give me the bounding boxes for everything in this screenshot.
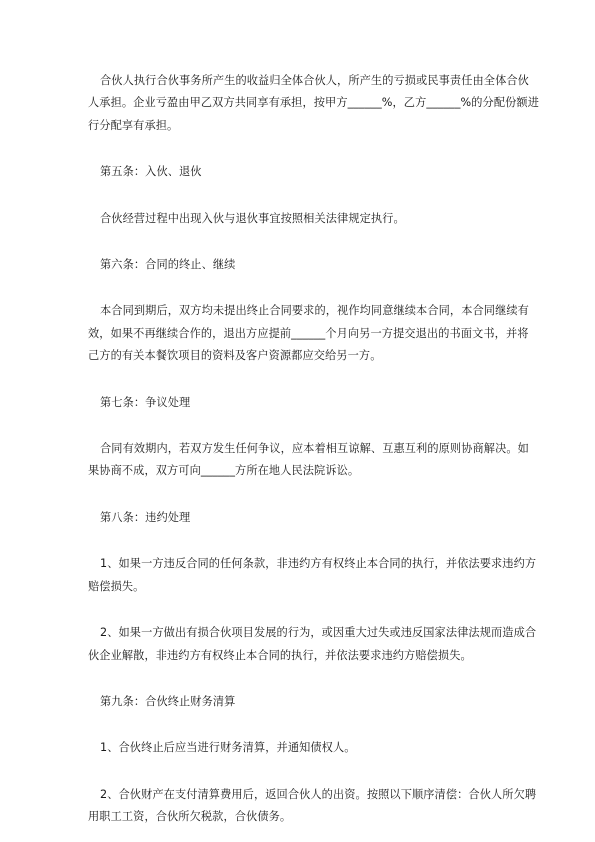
article-9-heading: 第九条：合伙终止财务清算 [100, 694, 236, 708]
paragraph-liquidation-2: 2、合伙财产在支付清算费用后，返回合伙人的出资。按照以下顺序清偿：合伙人所欠聘用职工工资，合伙所欠税款，合伙债务。 [88, 787, 537, 824]
article-7-heading: 第七条：争议处理 [100, 395, 191, 409]
paragraph-dispute: 合同有效期内，若双方发生任何争议，应本着相互谅解、互惠互利的原则协商解决。如果协商不成，双方可向______方所在地人民法院诉讼。 [88, 442, 529, 478]
paragraph-breach-1: 1、如果一方违反合同的任何条款，非违约方有权终止本合同的执行，并依法要求违约方赔偿损失。 [88, 557, 537, 593]
paragraph-breach-2: 2、如果一方做出有损合伙项目发展的行为，或因重大过失或违反国家法律法规而造成合伙企业解散，非违约方有权终止本合同的执行，并依法要求违约方赔偿损失。 [88, 626, 537, 662]
article-5-heading: 第五条：入伙、退伙 [100, 165, 202, 179]
paragraph-join-withdraw: 合伙经营过程中出现入伙与退伙事宜按照相关法律规定执行。 [100, 211, 405, 225]
paragraph-profit-loss: 合伙人执行合伙事务所产生的收益归全体合伙人，所产生的亏损或民事责任由全体合伙人承担。企业亏盈由甲乙双方共同享有承担，按甲方______%，乙方______%的分配份额进行分配享有承担。 [88, 74, 539, 132]
paragraph-termination: 本合同到期后，双方均未提出终止合同要求的，视作均同意继续本合同，本合同继续有效，如果不再继续合作的，退出方应提前______个月向另一方提交退出的书面文书，并将己方的有关本餐饮项目的资料及客户资源都应交给另一方。 [88, 304, 529, 363]
article-6-heading: 第六条：合同的终止、继续 [100, 258, 236, 272]
article-8-heading: 第八条：违约处理 [100, 510, 191, 524]
paragraph-liquidation-1: 1、合伙终止后应当进行财务清算，并通知债权人。 [100, 741, 356, 755]
